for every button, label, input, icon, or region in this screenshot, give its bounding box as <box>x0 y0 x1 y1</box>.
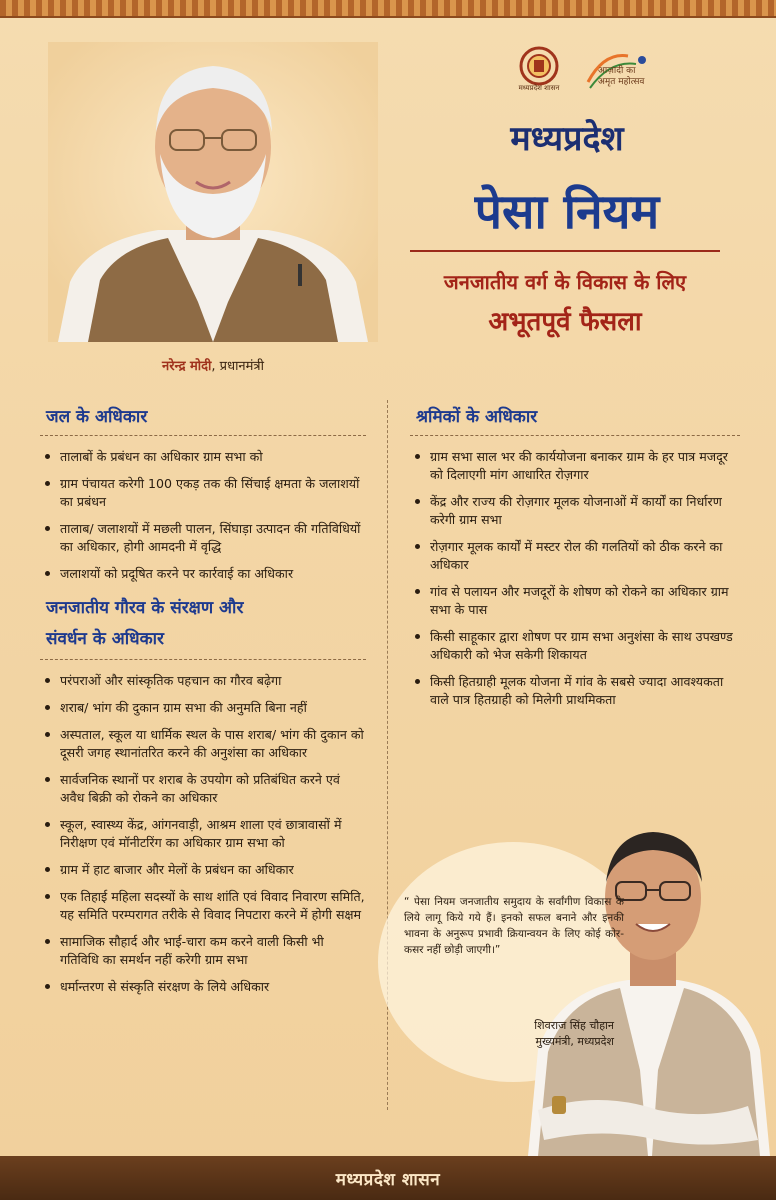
list-item: जलाशयों को प्रदूषित करने पर कार्रवाई का अधिकार <box>40 565 366 583</box>
list-item: सार्वजनिक स्थानों पर शराब के उपयोग को प्रतिबंधित करने एवं अवैध बिक्री को रोकने का अधिकार <box>40 771 366 807</box>
list-item: अस्पताल, स्कूल या धार्मिक स्थल के पास शराब/ भांग की दुकान को दूसरी जगह स्थानांतरित करने की अनुशंसा का अधिकार <box>40 726 366 762</box>
list-item: स्कूल, स्वास्थ्य केंद्र, आंगनवाड़ी, आश्रम शाला एवं छात्रावासों में निरीक्षण एवं मॉनीटरिंग का अधिकार ग्राम सभा को <box>40 816 366 852</box>
water-rights-heading: जल के अधिकार <box>46 407 148 427</box>
list-item: शराब/ भांग की दुकान ग्राम सभा की अनुमति बिना नहीं <box>40 699 366 717</box>
cm-portrait <box>508 820 770 1156</box>
mp-govt-emblem-caption: मध्यप्रदेश शासन <box>518 84 560 92</box>
pm-caption <box>48 356 378 374</box>
title-state: मध्यप्रदेश <box>510 119 624 159</box>
list-item: धर्मान्तरण से संस्कृति संरक्षण के लिये अधिकार <box>40 978 366 996</box>
list-item: किसी हितग्राही मूलक योजना में गांव के सबसे ज्यादा आवश्यकता वाले पात्र हितग्राही को मिलेगी प्राथमिकता <box>410 673 740 709</box>
cm-name: शिवराज सिंह चौहान <box>534 1019 614 1032</box>
list-item: तालाबों के प्रबंधन का अधिकार ग्राम सभा को <box>40 448 366 466</box>
list-item: गांव से पलायन और मजदूरों के शोषण को रोकने का अधिकार ग्राम सभा के पास <box>410 583 740 619</box>
subtitle-line2: अभूतपूर्व फैसला <box>488 307 642 337</box>
azadi-line1: आज़ादी का <box>598 66 636 76</box>
section-underline <box>40 659 366 660</box>
left-column <box>40 404 366 1005</box>
pm-name: नरेन्द्र मोदी <box>162 359 212 374</box>
list-item: किसी साहूकार द्वारा शोषण पर ग्राम सभा अनुशंसा के साथ उपखण्ड अधिकारी को भेज सकेगी शिकायत <box>410 628 740 664</box>
azadi-logo-text <box>598 66 644 88</box>
list-item: एक तिहाई महिला सदस्यों के साथ शांति एवं विवाद निवारण समिति, यह समिति परम्परागत तरीके से विवाद निपटारा करने में होगी सक्षम <box>40 888 366 924</box>
pm-designation: , प्रधानमंत्री <box>211 359 264 374</box>
cm-designation: मुख्यमंत्री, मध्यप्रदेश <box>535 1035 614 1048</box>
water-rights-list <box>40 448 366 583</box>
right-column <box>410 404 740 718</box>
pm-portrait <box>48 42 378 342</box>
heritage-heading-line1: जनजातीय गौरव के संरक्षण और <box>46 598 244 618</box>
labour-rights-list <box>410 448 740 709</box>
footer-text: मध्यप्रदेश शासन <box>335 1169 441 1190</box>
list-item: सामाजिक सौहार्द और भाई-चारा कम करने वाली किसी भी गतिविधि का समर्थन नहीं करेगी ग्राम सभा <box>40 933 366 969</box>
labour-rights-heading: श्रमिकों के अधिकार <box>416 407 538 427</box>
list-item: परंपराओं और सांस्कृतिक पहचान का गौरव बढ़ेगा <box>40 672 366 690</box>
footer-band <box>0 1156 776 1200</box>
list-item: ग्राम सभा साल भर की कार्ययोजना बनाकर ग्राम के हर पात्र मजदूर को दिलाएगी मांग आधारित रोज़गार <box>410 448 740 484</box>
title-divider <box>410 250 720 252</box>
subtitle-line1: जनजातीय वर्ग के विकास के लिए <box>443 270 687 294</box>
top-decorative-border <box>0 0 776 18</box>
list-item: ग्राम में हाट बाजार और मेलों के प्रबंधन का अधिकार <box>40 861 366 879</box>
cm-quote: “ पेसा नियम जनजातीय समुदाय के सर्वांगीण विकास के लिये लागू किये गये हैं। इनको सफल बनाने और इनकी भावना के अनुरूप प्रभावी क्रियान्वयन के लिए कोई कोर-कसर नहीं छोड़ी जाएगी।” <box>404 896 624 956</box>
list-item: केंद्र और राज्य की रोज़गार मूलक योजनाओं में कार्यों का निर्धारण करेगी ग्राम सभा <box>410 493 740 529</box>
heritage-heading-line2: संवर्धन के अधिकार <box>46 629 164 649</box>
section-underline <box>410 435 740 436</box>
title-pesa-rules: पेसा नियम <box>474 184 660 240</box>
list-item: तालाब/ जलाशयों में मछली पालन, सिंघाड़ा उत्पादन की गतिविधियों का अधिकार, होगी आमदनी में वृद्धि <box>40 520 366 556</box>
cm-attribution <box>404 1018 614 1050</box>
list-item: ग्राम पंचायत करेगी 100 एकड़ तक की सिंचाई क्षमता के जलाशयों का प्रबंधन <box>40 475 366 511</box>
heritage-rights-list <box>40 672 366 996</box>
list-item: रोज़गार मूलक कार्यों में मस्टर रोल की गलतियों को ठीक करने का अधिकार <box>410 538 740 574</box>
section-underline <box>40 435 366 436</box>
azadi-line2: अमृत महोत्सव <box>598 77 645 87</box>
